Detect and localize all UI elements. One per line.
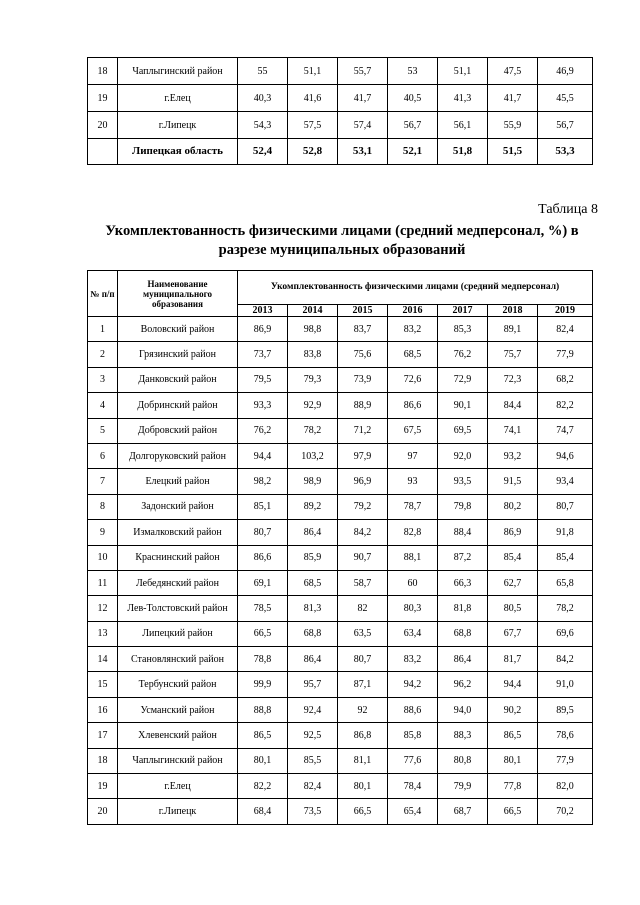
value-cell: 88,8 [238,697,288,722]
value-cell: 88,9 [338,393,388,418]
value-cell: 98,8 [288,317,338,342]
row-name: Липецкий район [118,621,238,646]
row-name: г.Елец [118,85,238,112]
table-number-label: Таблица 8 [538,202,598,217]
value-cell: 80,7 [338,647,388,672]
value-cell: 65,4 [388,799,438,824]
value-cell: 73,5 [288,799,338,824]
value-cell: 94,2 [388,672,438,697]
value-cell: 93 [388,469,438,494]
row-name: Долгоруковский район [118,443,238,468]
value-cell: 88,6 [388,697,438,722]
value-cell: 47,5 [488,58,538,85]
value-cell: 89,2 [288,494,338,519]
value-cell: 57,5 [288,112,338,139]
value-cell: 73,7 [238,342,288,367]
total-row [88,139,593,165]
value-cell: 79,5 [238,367,288,392]
value-cell: 77,9 [538,748,593,773]
value-cell: 80,5 [488,596,538,621]
value-cell: 55 [238,58,288,85]
value-cell: 89,1 [488,317,538,342]
value-cell: 41,7 [488,85,538,112]
value-cell: 98,9 [288,469,338,494]
value-cell: 41,3 [438,85,488,112]
row-number: 19 [88,85,118,112]
row-name: Измалковский район [118,520,238,545]
value-cell: 88,4 [438,520,488,545]
value-cell: 71,2 [338,418,388,443]
year-header: 2014 [288,305,338,317]
row-name: Елецкий район [118,469,238,494]
value-cell: 46,9 [538,58,593,85]
value-cell: 53,3 [538,139,593,165]
value-cell: 74,7 [538,418,593,443]
value-cell: 85,5 [288,748,338,773]
row-number: 9 [88,520,118,545]
row-name: г.Липецк [118,112,238,139]
value-cell: 86,9 [238,317,288,342]
row-number: 1 [88,317,118,342]
value-cell: 80,2 [488,494,538,519]
table-row [88,418,593,443]
value-cell: 82,0 [538,774,593,799]
table-row [88,697,593,722]
value-cell: 51,5 [488,139,538,165]
row-number: 19 [88,774,118,799]
value-cell: 88,1 [388,545,438,570]
value-cell: 79,3 [288,367,338,392]
value-cell: 40,3 [238,85,288,112]
value-cell: 81,8 [438,596,488,621]
value-cell: 92 [338,697,388,722]
value-cell: 68,2 [538,367,593,392]
value-cell: 51,8 [438,139,488,165]
value-cell: 91,0 [538,672,593,697]
row-number: 18 [88,748,118,773]
value-cell: 93,4 [538,469,593,494]
value-cell: 77,9 [538,342,593,367]
row-name: Добровский район [118,418,238,443]
value-cell: 88,3 [438,723,488,748]
table-row [88,748,593,773]
value-cell: 41,6 [288,85,338,112]
row-name: Задонский район [118,494,238,519]
value-cell: 96,2 [438,672,488,697]
value-cell: 78,2 [288,418,338,443]
value-cell: 72,6 [388,367,438,392]
value-cell: 81,7 [488,647,538,672]
value-cell: 66,3 [438,570,488,595]
value-cell: 91,8 [538,520,593,545]
value-cell: 82,2 [238,774,288,799]
value-cell: 79,9 [438,774,488,799]
row-name: Чаплыгинский район [118,58,238,85]
row-number: 12 [88,596,118,621]
value-cell: 67,7 [488,621,538,646]
value-cell: 68,5 [288,570,338,595]
value-cell: 94,6 [538,443,593,468]
value-cell: 86,5 [238,723,288,748]
value-cell: 56,1 [438,112,488,139]
value-cell: 80,1 [338,774,388,799]
table-row [88,596,593,621]
row-name: Данковский район [118,367,238,392]
value-cell: 52,4 [238,139,288,165]
table-row [88,393,593,418]
row-number: 3 [88,367,118,392]
value-cell: 78,4 [388,774,438,799]
value-cell: 53,1 [338,139,388,165]
value-cell: 94,0 [438,697,488,722]
value-cell: 86,4 [438,647,488,672]
table-row [88,672,593,697]
staffing-table [87,270,593,825]
value-cell: 76,2 [238,418,288,443]
value-cell: 58,7 [338,570,388,595]
value-cell: 41,7 [338,85,388,112]
row-name: Лев-Толстовский район [118,596,238,621]
value-cell: 86,4 [288,647,338,672]
row-number: 10 [88,545,118,570]
value-cell: 78,5 [238,596,288,621]
value-cell: 84,2 [538,647,593,672]
value-cell: 51,1 [288,58,338,85]
value-cell: 90,2 [488,697,538,722]
value-cell: 63,4 [388,621,438,646]
value-cell: 80,3 [388,596,438,621]
row-name: Лебедянский район [118,570,238,595]
row-number: 7 [88,469,118,494]
value-cell: 97,9 [338,443,388,468]
row-number: 8 [88,494,118,519]
value-cell: 78,2 [538,596,593,621]
row-number: 11 [88,570,118,595]
table-row [88,112,593,139]
row-number: 2 [88,342,118,367]
value-cell: 74,1 [488,418,538,443]
value-cell: 67,5 [388,418,438,443]
value-cell: 80,1 [238,748,288,773]
row-number: 16 [88,697,118,722]
row-number: 20 [88,799,118,824]
table-row [88,621,593,646]
table-row [88,799,593,824]
value-cell: 85,3 [438,317,488,342]
row-name: Грязинский район [118,342,238,367]
header-number: № п/п [88,271,118,317]
value-cell: 73,9 [338,367,388,392]
value-cell: 62,7 [488,570,538,595]
row-name: Тербунский район [118,672,238,697]
table-row [88,723,593,748]
value-cell: 92,4 [288,697,338,722]
table-row [88,443,593,468]
value-cell: 79,8 [438,494,488,519]
value-cell: 55,7 [338,58,388,85]
value-cell: 56,7 [388,112,438,139]
value-cell: 75,6 [338,342,388,367]
value-cell: 82,4 [538,317,593,342]
table-row [88,647,593,672]
value-cell: 94,4 [238,443,288,468]
table-row [88,545,593,570]
value-cell: 72,3 [488,367,538,392]
row-name: Добринский район [118,393,238,418]
value-cell: 85,9 [288,545,338,570]
value-cell: 66,5 [338,799,388,824]
row-name: Липецкая область [118,139,238,165]
value-cell: 75,7 [488,342,538,367]
value-cell: 86,5 [488,723,538,748]
header-group: Укомплектованность физическими лицами (средний медперсонал) [238,271,593,305]
value-cell: 66,5 [238,621,288,646]
table-row [88,774,593,799]
value-cell: 84,4 [488,393,538,418]
row-name: Воловский район [118,317,238,342]
value-cell: 77,6 [388,748,438,773]
value-cell: 87,1 [338,672,388,697]
year-header: 2015 [338,305,388,317]
value-cell: 92,5 [288,723,338,748]
table-row [88,85,593,112]
value-cell: 103,2 [288,443,338,468]
value-cell: 99,9 [238,672,288,697]
value-cell: 81,3 [288,596,338,621]
year-header: 2019 [538,305,593,317]
value-cell: 80,7 [238,520,288,545]
value-cell: 90,1 [438,393,488,418]
value-cell: 72,9 [438,367,488,392]
value-cell: 96,9 [338,469,388,494]
row-name: Становлянский район [118,647,238,672]
value-cell: 86,4 [288,520,338,545]
value-cell: 77,8 [488,774,538,799]
value-cell: 52,1 [388,139,438,165]
row-number: 18 [88,58,118,85]
value-cell: 69,6 [538,621,593,646]
value-cell: 55,9 [488,112,538,139]
value-cell: 85,4 [488,545,538,570]
row-number: 13 [88,621,118,646]
row-number [88,139,118,165]
value-cell: 63,5 [338,621,388,646]
header-name: Наименование муниципального образования [118,271,238,317]
value-cell: 68,5 [388,342,438,367]
value-cell: 94,4 [488,672,538,697]
value-cell: 86,9 [488,520,538,545]
year-header: 2017 [438,305,488,317]
value-cell: 92,0 [438,443,488,468]
row-number: 5 [88,418,118,443]
row-number: 17 [88,723,118,748]
row-name: Краснинский район [118,545,238,570]
value-cell: 52,8 [288,139,338,165]
value-cell: 86,6 [388,393,438,418]
value-cell: 69,5 [438,418,488,443]
row-number: 6 [88,443,118,468]
value-cell: 87,2 [438,545,488,570]
value-cell: 83,2 [388,317,438,342]
value-cell: 97 [388,443,438,468]
value-cell: 68,8 [438,621,488,646]
value-cell: 79,2 [338,494,388,519]
value-cell: 70,2 [538,799,593,824]
value-cell: 86,8 [338,723,388,748]
value-cell: 86,6 [238,545,288,570]
value-cell: 56,7 [538,112,593,139]
table-row [88,494,593,519]
value-cell: 83,7 [338,317,388,342]
table-row [88,469,593,494]
table-title: Укомплектованность физическими лицами (средний медперсонал, %) в разрезе муниципальных образований [105,223,579,258]
value-cell: 84,2 [338,520,388,545]
value-cell: 68,8 [288,621,338,646]
value-cell: 83,8 [288,342,338,367]
value-cell: 65,8 [538,570,593,595]
table-row [88,367,593,392]
row-number: 4 [88,393,118,418]
value-cell: 98,2 [238,469,288,494]
value-cell: 85,8 [388,723,438,748]
year-header: 2018 [488,305,538,317]
value-cell: 51,1 [438,58,488,85]
value-cell: 81,1 [338,748,388,773]
value-cell: 93,5 [438,469,488,494]
value-cell: 90,7 [338,545,388,570]
value-cell: 82,2 [538,393,593,418]
value-cell: 89,5 [538,697,593,722]
value-cell: 68,4 [238,799,288,824]
table-row [88,317,593,342]
value-cell: 57,4 [338,112,388,139]
row-name: г.Елец [118,774,238,799]
value-cell: 53 [388,58,438,85]
year-header: 2013 [238,305,288,317]
value-cell: 83,2 [388,647,438,672]
value-cell: 93,2 [488,443,538,468]
value-cell: 82,4 [288,774,338,799]
table-row [88,342,593,367]
value-cell: 54,3 [238,112,288,139]
value-cell: 45,5 [538,85,593,112]
value-cell: 76,2 [438,342,488,367]
value-cell: 60 [388,570,438,595]
value-cell: 85,4 [538,545,593,570]
value-cell: 95,7 [288,672,338,697]
value-cell: 69,1 [238,570,288,595]
table-row [88,570,593,595]
row-name: Чаплыгинский район [118,748,238,773]
value-cell: 78,6 [538,723,593,748]
value-cell: 91,5 [488,469,538,494]
row-name: Хлевенский район [118,723,238,748]
row-number: 20 [88,112,118,139]
value-cell: 78,8 [238,647,288,672]
year-header: 2016 [388,305,438,317]
row-number: 15 [88,672,118,697]
value-cell: 92,9 [288,393,338,418]
value-cell: 80,8 [438,748,488,773]
value-cell: 80,7 [538,494,593,519]
value-cell: 68,7 [438,799,488,824]
value-cell: 93,3 [238,393,288,418]
value-cell: 66,5 [488,799,538,824]
row-name: г.Липецк [118,799,238,824]
value-cell: 82,8 [388,520,438,545]
table-row [88,520,593,545]
value-cell: 78,7 [388,494,438,519]
value-cell: 85,1 [238,494,288,519]
value-cell: 40,5 [388,85,438,112]
row-number: 14 [88,647,118,672]
table-row [88,58,593,85]
value-cell: 80,1 [488,748,538,773]
row-name: Усманский район [118,697,238,722]
previous-table-continuation [87,57,593,165]
value-cell: 82 [338,596,388,621]
